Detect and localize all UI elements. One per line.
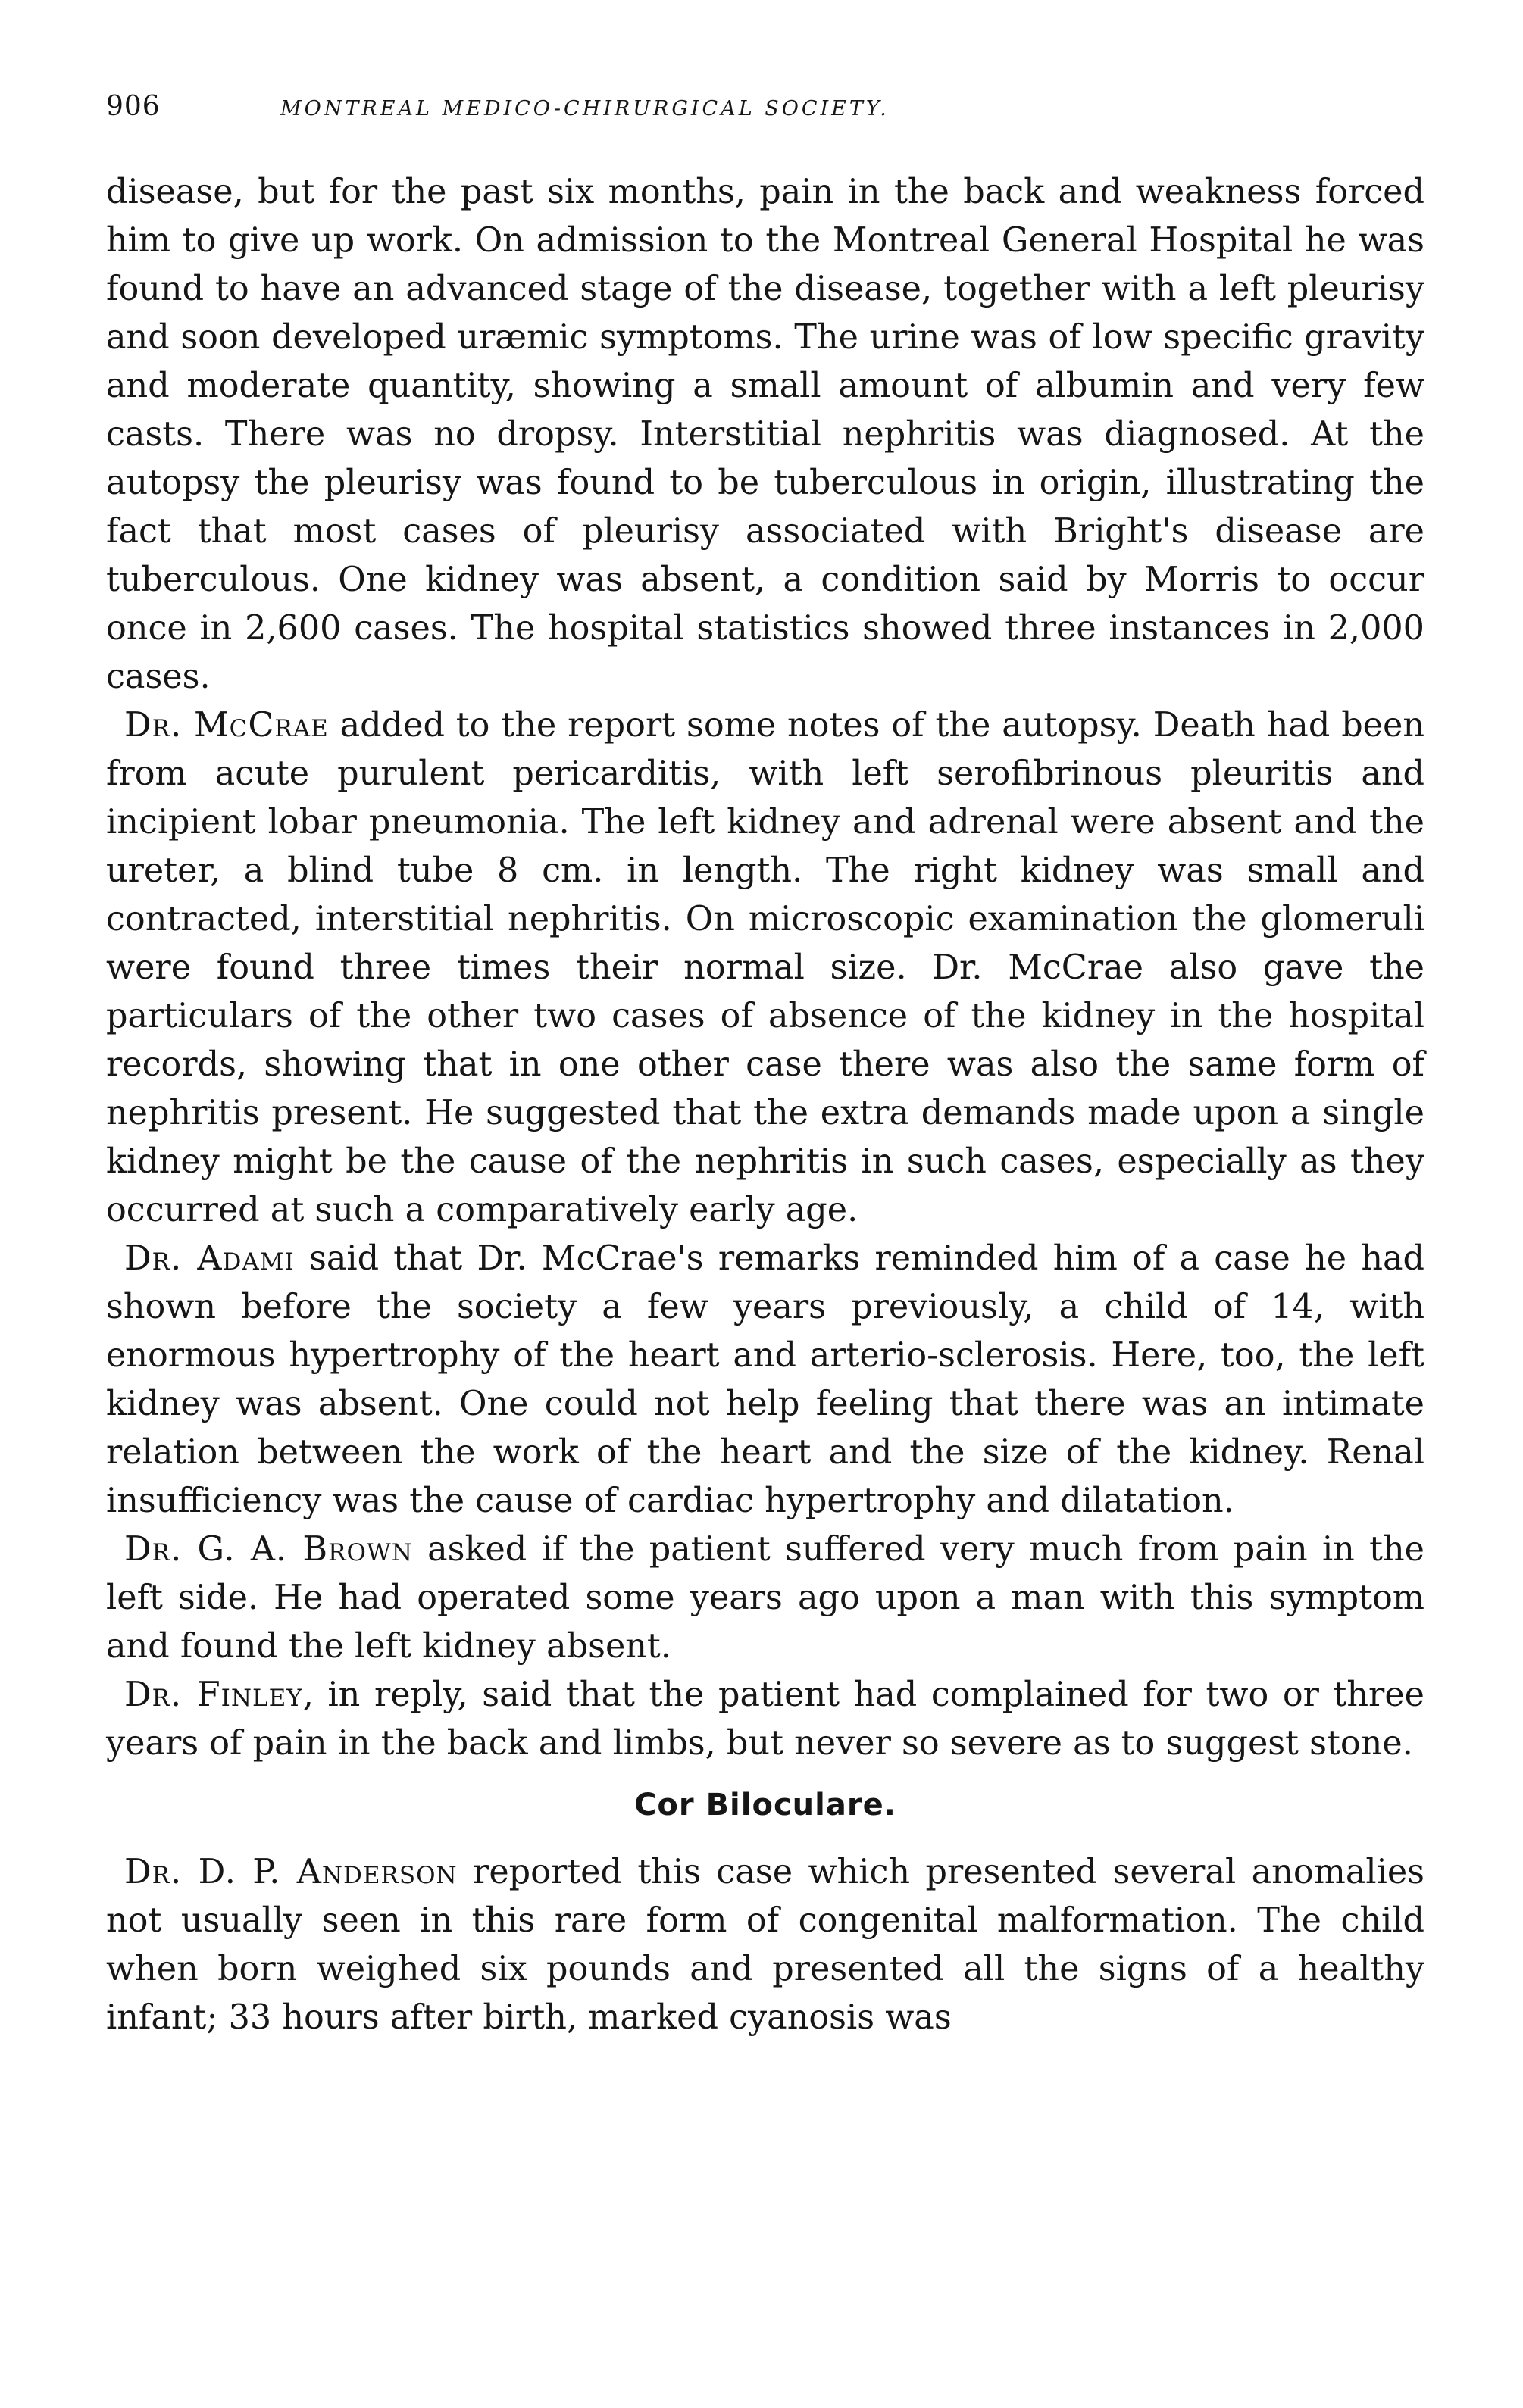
section-heading: Cor Biloculare. <box>634 1788 896 1822</box>
paragraph-continued <box>106 168 1424 701</box>
running-head <box>106 91 1424 133</box>
paragraph-anderson <box>106 1848 1424 2042</box>
paragraph-text: , in reply, said that the patient had complained for two or three years of pain in the back and limbs, but never so severe as to suggest stone. <box>106 1676 1424 1763</box>
speaker-name: Dr. Finley <box>124 1676 303 1714</box>
page-body <box>106 91 1424 2042</box>
paragraph-brown <box>106 1526 1424 1671</box>
speaker-name: Dr. D. P. Anderson <box>124 1853 458 1891</box>
paragraph-text: reported this case which presented several anomalies not usually seen in this rare form of congenital malformation. The child when born weighed six pounds and presented all the signs of a healthy infant; 33 hours after birth, marked cyanosis was <box>106 1853 1424 2037</box>
page-number: 906 <box>106 91 161 122</box>
paragraph-finley <box>106 1671 1424 1768</box>
speaker-name: Dr. McCrae <box>124 706 329 745</box>
paragraph-text: said that Dr. McCrae's remarks reminded him of a case he had shown before the society a few years previously, a child of 14, with enormous hypertrophy of the heart and arterio-sclerosis. Here, too, the left kidney was absent. One could not help feeling that there was an intimate relation between the work of the heart and the size of the kidney. Renal insufficiency was the cause of cardiac hypertrophy and dilatation. <box>106 1239 1424 1520</box>
paragraph-adami <box>106 1235 1424 1526</box>
speaker-name: Dr. G. A. Brown <box>124 1530 413 1569</box>
paragraph-text: asked if the patient suffered very much from pain in the left side. He had operated some years ago upon a man with this symptom and found the left kidney absent. <box>106 1530 1424 1666</box>
running-title: MONTREAL MEDICO-CHIRURGICAL SOCIETY. <box>280 97 890 120</box>
paragraph-text: disease, but for the past six months, pain in the back and weakness forced him to give up work. On admission to the Montreal General Hospital he was found to have an advanced stage of the disease, together with a left pleurisy and soon developed uræmic symptoms. The urine was of low specific gravity and moderate quantity, showing a small amount of albumin and very few casts. There was no dropsy. Interstitial nephritis was diagnosed. At the autopsy the pleurisy was found to be tuberculous in origin, illustrating the fact that most cases of pleurisy associated with Bright's disease are tuberculous. One kidney was absent, a condition said by Morris to occur once in 2,600 cases. The hospital statistics showed three instances in 2,000 cases. <box>106 173 1424 696</box>
speaker-name: Dr. Adami <box>124 1239 295 1278</box>
paragraph-text: added to the report some notes of the autopsy. Death had been from acute purulent pericarditis, with left serofibrinous pleuritis and incipient lobar pneumonia. The left kidney and adrenal were absent and the ureter, a blind tube 8 cm. in length. The right kidney was small and contracted, interstitial nephritis. On microscopic examination the glomeruli were found three times their normal size. Dr. McCrae also gave the particulars of the other two cases of absence of the kidney in the hospital records, showing that in one other case there was also the same form of nephritis present. He suggested that the extra demands made upon a single kidney might be the cause of the nephritis in such cases, especially as they occurred at such a comparatively early age. <box>106 706 1425 1229</box>
paragraph-mccrae <box>106 701 1424 1235</box>
